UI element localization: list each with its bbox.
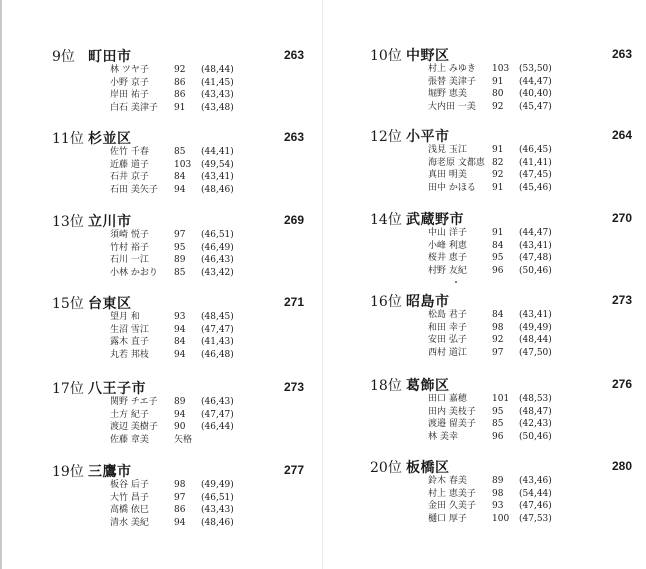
member-score: 96 (492, 431, 504, 442)
member-score: 91 (174, 102, 186, 113)
team-total-score: 273 (611, 293, 632, 307)
member-half-scores: (41,41) (519, 157, 552, 168)
page-fold (322, 0, 323, 569)
member-name: 村上 みゆき (428, 64, 476, 74)
member-name: 小林 かおり (110, 267, 158, 278)
city-name: 板橋区 (406, 460, 450, 476)
rank-label: 13位 (52, 214, 84, 230)
member-half-scores: (49,54) (201, 159, 234, 170)
member-half-scores: (46,51) (201, 492, 234, 503)
member-score: 85 (492, 419, 504, 430)
member-half-scores: (43,41) (201, 172, 234, 183)
member-half-scores: (43,43) (201, 90, 234, 101)
member-score: 93 (492, 501, 504, 512)
team-total-score: 271 (283, 295, 304, 309)
member-score: 85 (174, 267, 186, 278)
city-name: 町田市 (88, 49, 132, 65)
member-score: 98 (492, 488, 504, 499)
member-score: 80 (492, 89, 504, 100)
member-name: 関野 チエ子 (110, 397, 158, 407)
rank-label: 11位 (52, 131, 84, 147)
member-name: 林 美幸 (428, 431, 458, 442)
member-score: 85 (174, 147, 186, 157)
member-half-scores: (47,46) (519, 501, 552, 512)
member-score: 92 (492, 101, 504, 112)
member-name: 田中 かほる (428, 182, 476, 193)
rank-label: 20位 (370, 460, 402, 476)
member-score: 91 (492, 145, 504, 155)
member-score: 82 (492, 157, 504, 168)
rank-label: 9位 (52, 49, 75, 65)
member-name: 海老原 文都恵 (428, 157, 485, 168)
member-half-scores: (41,43) (201, 337, 234, 348)
member-name: 田内 美枝子 (428, 406, 476, 417)
member-score: 91 (492, 182, 504, 193)
member-score: 94 (174, 324, 186, 335)
member-half-scores: (48,46) (201, 517, 234, 528)
member-name: 金田 久美子 (428, 501, 476, 512)
member-score: 84 (174, 337, 186, 348)
member-half-scores: (46,49) (201, 242, 234, 253)
member-name: 真田 明美 (428, 170, 467, 181)
member-name: 渡邉 留美子 (428, 419, 476, 430)
city-name: 三鷹市 (88, 464, 132, 480)
team-total-score: 263 (283, 48, 304, 62)
member-score: 92 (492, 335, 504, 346)
member-score: 86 (174, 77, 186, 88)
member-half-scores: (50,46) (519, 431, 552, 442)
member-half-scores: (43,41) (519, 240, 552, 251)
member-name: 浅見 玉江 (428, 145, 467, 155)
member-score: 92 (492, 170, 504, 181)
member-name: 張替 美津子 (428, 76, 476, 87)
member-score: 93 (174, 312, 186, 322)
team-total-score: 280 (611, 459, 632, 473)
member-name: 望月 和 (110, 312, 140, 322)
member-half-scores: (43,46) (519, 476, 552, 486)
member-name: 堀野 恵美 (428, 89, 467, 100)
team-total-score: 277 (283, 463, 304, 477)
member-half-scores: (48,45) (201, 312, 234, 322)
member-name: 村野 友紀 (428, 265, 467, 276)
member-name: 竹村 裕子 (110, 242, 149, 253)
member-score: 89 (492, 476, 504, 486)
member-score: 89 (174, 255, 186, 266)
member-half-scores: (54,44) (519, 488, 552, 499)
member-half-scores: (48,53) (519, 394, 552, 404)
member-name: 生沼 雪江 (110, 324, 149, 335)
city-name: 葛飾区 (406, 378, 450, 394)
member-half-scores: (40,40) (519, 89, 552, 100)
team-total-score: 270 (611, 211, 632, 225)
member-name: 村上 恵美子 (428, 488, 476, 499)
member-name: 露木 直子 (110, 337, 149, 348)
member-half-scores: (48,44) (519, 335, 552, 346)
member-name: 大竹 昌子 (110, 492, 149, 503)
member-name: 西村 道江 (428, 347, 467, 358)
member-half-scores: (48,46) (201, 184, 234, 195)
member-score: 86 (174, 505, 186, 516)
member-name: 土方 紀子 (110, 409, 149, 420)
member-half-scores: (42,43) (519, 419, 552, 430)
rank-label: 14位 (370, 212, 402, 228)
member-score: 90 (174, 422, 186, 433)
member-score: 103 (492, 64, 510, 74)
team-total-score: 269 (283, 213, 304, 227)
member-half-scores: (45,46) (519, 182, 552, 193)
member-name: 和田 幸子 (428, 322, 467, 333)
member-half-scores: (47,50) (519, 347, 552, 358)
member-name: 板谷 后子 (110, 480, 149, 490)
city-name: 立川市 (88, 214, 132, 230)
member-half-scores: (44,47) (519, 228, 552, 238)
member-name: 佐藤 章美 (110, 434, 149, 445)
member-name: 安田 弘子 (428, 335, 467, 346)
member-name: 樋口 厚子 (428, 513, 467, 524)
member-half-scores: (46,43) (201, 397, 234, 407)
member-score: 92 (174, 65, 186, 75)
rank-label: 15位 (52, 296, 84, 312)
member-half-scores: (47,47) (201, 324, 234, 335)
member-half-scores: (49,49) (201, 480, 234, 490)
member-score: 矢格 (174, 434, 193, 445)
member-name: 白石 美津子 (110, 102, 158, 113)
member-name: 岸田 祐子 (110, 90, 149, 101)
member-score: 98 (174, 480, 186, 490)
member-score: 97 (492, 347, 504, 358)
member-score: 94 (174, 409, 186, 420)
member-name: 小峰 利恵 (428, 240, 467, 251)
member-half-scores: (50,46) (519, 265, 552, 276)
member-score: 103 (174, 159, 192, 170)
member-name: 高橋 依巳 (110, 505, 149, 516)
member-half-scores: (53,50) (519, 64, 552, 74)
member-half-scores: (43,42) (201, 267, 234, 278)
member-half-scores: (41,45) (201, 77, 234, 88)
rank-label: 16位 (370, 294, 402, 310)
member-name: 丸若 邦枝 (110, 349, 149, 360)
team-total-score: 263 (611, 47, 632, 61)
member-half-scores: (43,43) (201, 505, 234, 516)
member-name: 石川 一江 (110, 255, 149, 266)
member-name: 田口 嘉穂 (428, 394, 467, 404)
member-score: 97 (174, 230, 186, 240)
member-score: 94 (174, 517, 186, 528)
city-name: 武蔵野市 (406, 212, 464, 228)
member-name: 清水 美紀 (110, 517, 149, 528)
member-half-scores: (48,47) (519, 406, 552, 417)
member-score: 86 (174, 90, 186, 101)
member-half-scores: (43,41) (519, 310, 552, 320)
team-total-score: 263 (283, 130, 304, 144)
member-name: 鈴木 春美 (428, 476, 467, 486)
member-half-scores: (44,47) (519, 76, 552, 87)
member-half-scores: (48,44) (201, 65, 234, 75)
member-name: 石井 京子 (110, 172, 149, 183)
member-score: 84 (492, 310, 504, 320)
member-half-scores: (46,51) (201, 230, 234, 240)
member-name: 須崎 悦子 (110, 230, 149, 240)
page-edge (0, 0, 2, 569)
member-half-scores: (44,41) (201, 147, 234, 157)
member-half-scores: (47,47) (201, 409, 234, 420)
member-half-scores: (46,44) (201, 422, 234, 433)
rank-label: 10位 (370, 48, 402, 64)
member-score: 95 (492, 253, 504, 264)
member-name: 松島 君子 (428, 310, 467, 320)
member-score: 84 (492, 240, 504, 251)
member-score: 91 (492, 228, 504, 238)
member-score: 95 (492, 406, 504, 417)
rank-label: 17位 (52, 381, 84, 397)
member-half-scores: (47,45) (519, 170, 552, 181)
stray-dot (455, 281, 457, 283)
member-name: 小野 京子 (110, 77, 149, 88)
member-half-scores: (49,49) (519, 322, 552, 333)
member-half-scores: (47,53) (519, 513, 552, 524)
city-name: 台東区 (88, 296, 132, 312)
city-name: 中野区 (406, 48, 450, 64)
member-score: 100 (492, 513, 510, 524)
member-name: 桜井 恵子 (428, 253, 467, 264)
member-half-scores: (46,43) (201, 255, 234, 266)
member-half-scores: (47,48) (519, 253, 552, 264)
team-total-score: 273 (283, 380, 304, 394)
member-half-scores: (43,48) (201, 102, 234, 113)
member-name: 石田 美矢子 (110, 184, 158, 195)
member-half-scores: (46,48) (201, 349, 234, 360)
member-half-scores: (45,47) (519, 101, 552, 112)
city-name: 八王子市 (88, 381, 146, 397)
member-score: 94 (174, 184, 186, 195)
member-name: 近藤 道子 (110, 159, 149, 170)
member-score: 95 (174, 242, 186, 253)
team-total-score: 264 (611, 128, 632, 142)
member-score: 91 (492, 76, 504, 87)
member-half-scores: (46,45) (519, 145, 552, 155)
city-name: 杉並区 (88, 131, 132, 147)
member-name: 大内田 一美 (428, 101, 476, 112)
member-score: 84 (174, 172, 186, 183)
rank-label: 19位 (52, 464, 84, 480)
city-name: 小平市 (406, 129, 450, 145)
member-name: 林 ツヤ子 (110, 65, 149, 75)
team-total-score: 276 (611, 377, 632, 391)
member-name: 佐竹 千春 (110, 147, 149, 157)
member-score: 98 (492, 322, 504, 333)
rank-label: 18位 (370, 378, 402, 394)
rank-label: 12位 (370, 129, 402, 145)
city-name: 昭島市 (406, 294, 450, 310)
member-score: 96 (492, 265, 504, 276)
member-score: 101 (492, 394, 510, 404)
member-name: 中山 洋子 (428, 228, 467, 238)
member-name: 渡辺 美樹子 (110, 422, 158, 433)
member-score: 89 (174, 397, 186, 407)
member-score: 94 (174, 349, 186, 360)
member-score: 97 (174, 492, 186, 503)
